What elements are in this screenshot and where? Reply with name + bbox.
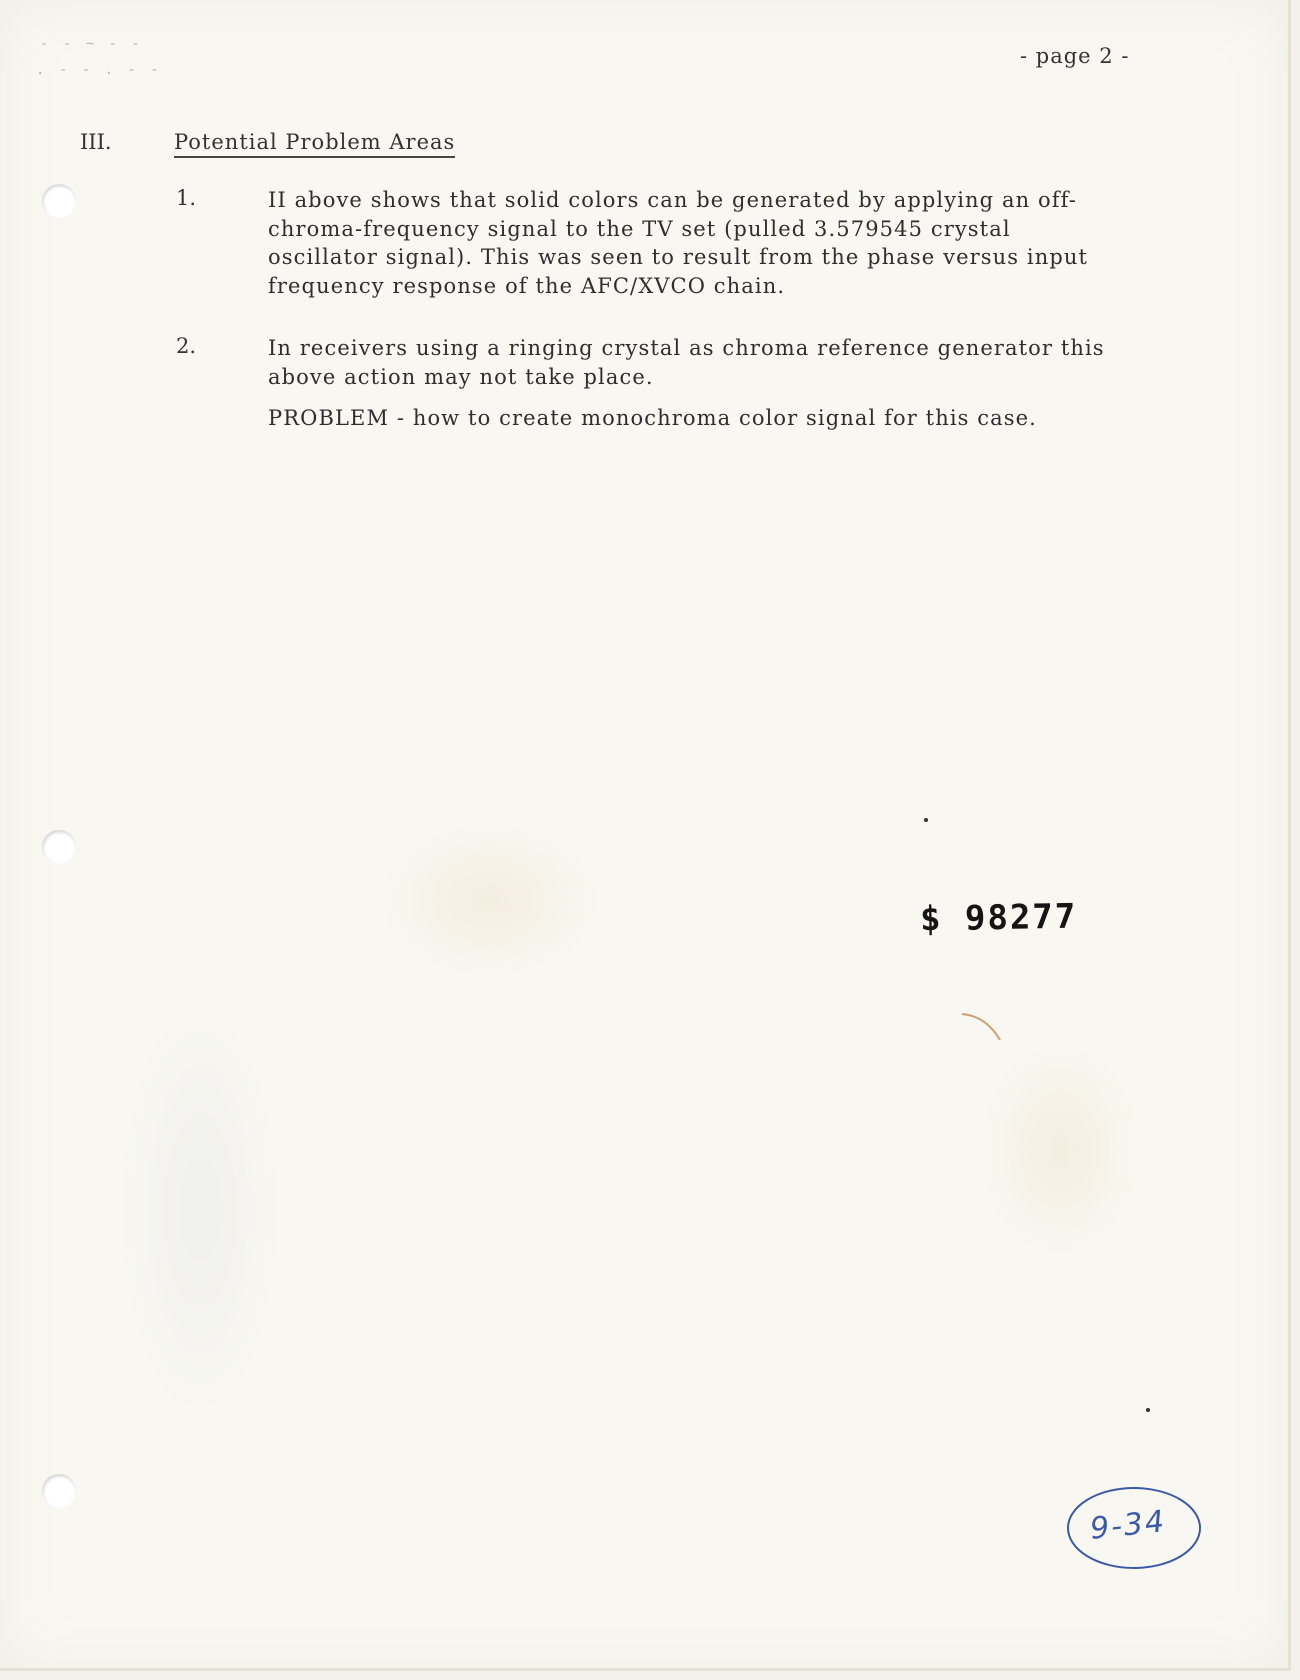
section-number: III. [80,130,112,154]
problem-note: PROBLEM - how to create monochroma color signal for this case. [268,406,1037,430]
offset-smudge: - - ~ - - [40,36,143,52]
offset-smudge: . - - . - - [36,62,162,78]
item-paragraph: In receivers using a ringing crystal as chroma reference generator this above action may not take place. [268,336,1105,389]
punch-hole [42,1474,76,1508]
section-title: Potential Problem Areas [174,130,455,158]
ink-speck [1146,1408,1150,1412]
paper-stain [980,1040,1140,1260]
stamped-number: $ 98277 [919,896,1078,940]
ink-speck [924,818,928,822]
handwritten-note: 9-34 [1088,1504,1168,1547]
paper-stain [120,1000,280,1420]
item-number: 2. [176,334,197,358]
stray-mark [960,1008,1010,1048]
item-paragraph: II above shows that solid colors can be generated by applying an off-chroma-frequency signal to the TV set (pulled 3.579545 crystal oscillator signal). This was seen to result from the phase versus input frequency response of the AFC/XVCO chain. [268,188,1089,298]
punch-hole [42,184,76,218]
paper-stain [380,820,600,980]
item-number: 1. [176,186,197,210]
page-number: - page 2 - [1020,44,1130,68]
punch-hole [42,830,76,864]
